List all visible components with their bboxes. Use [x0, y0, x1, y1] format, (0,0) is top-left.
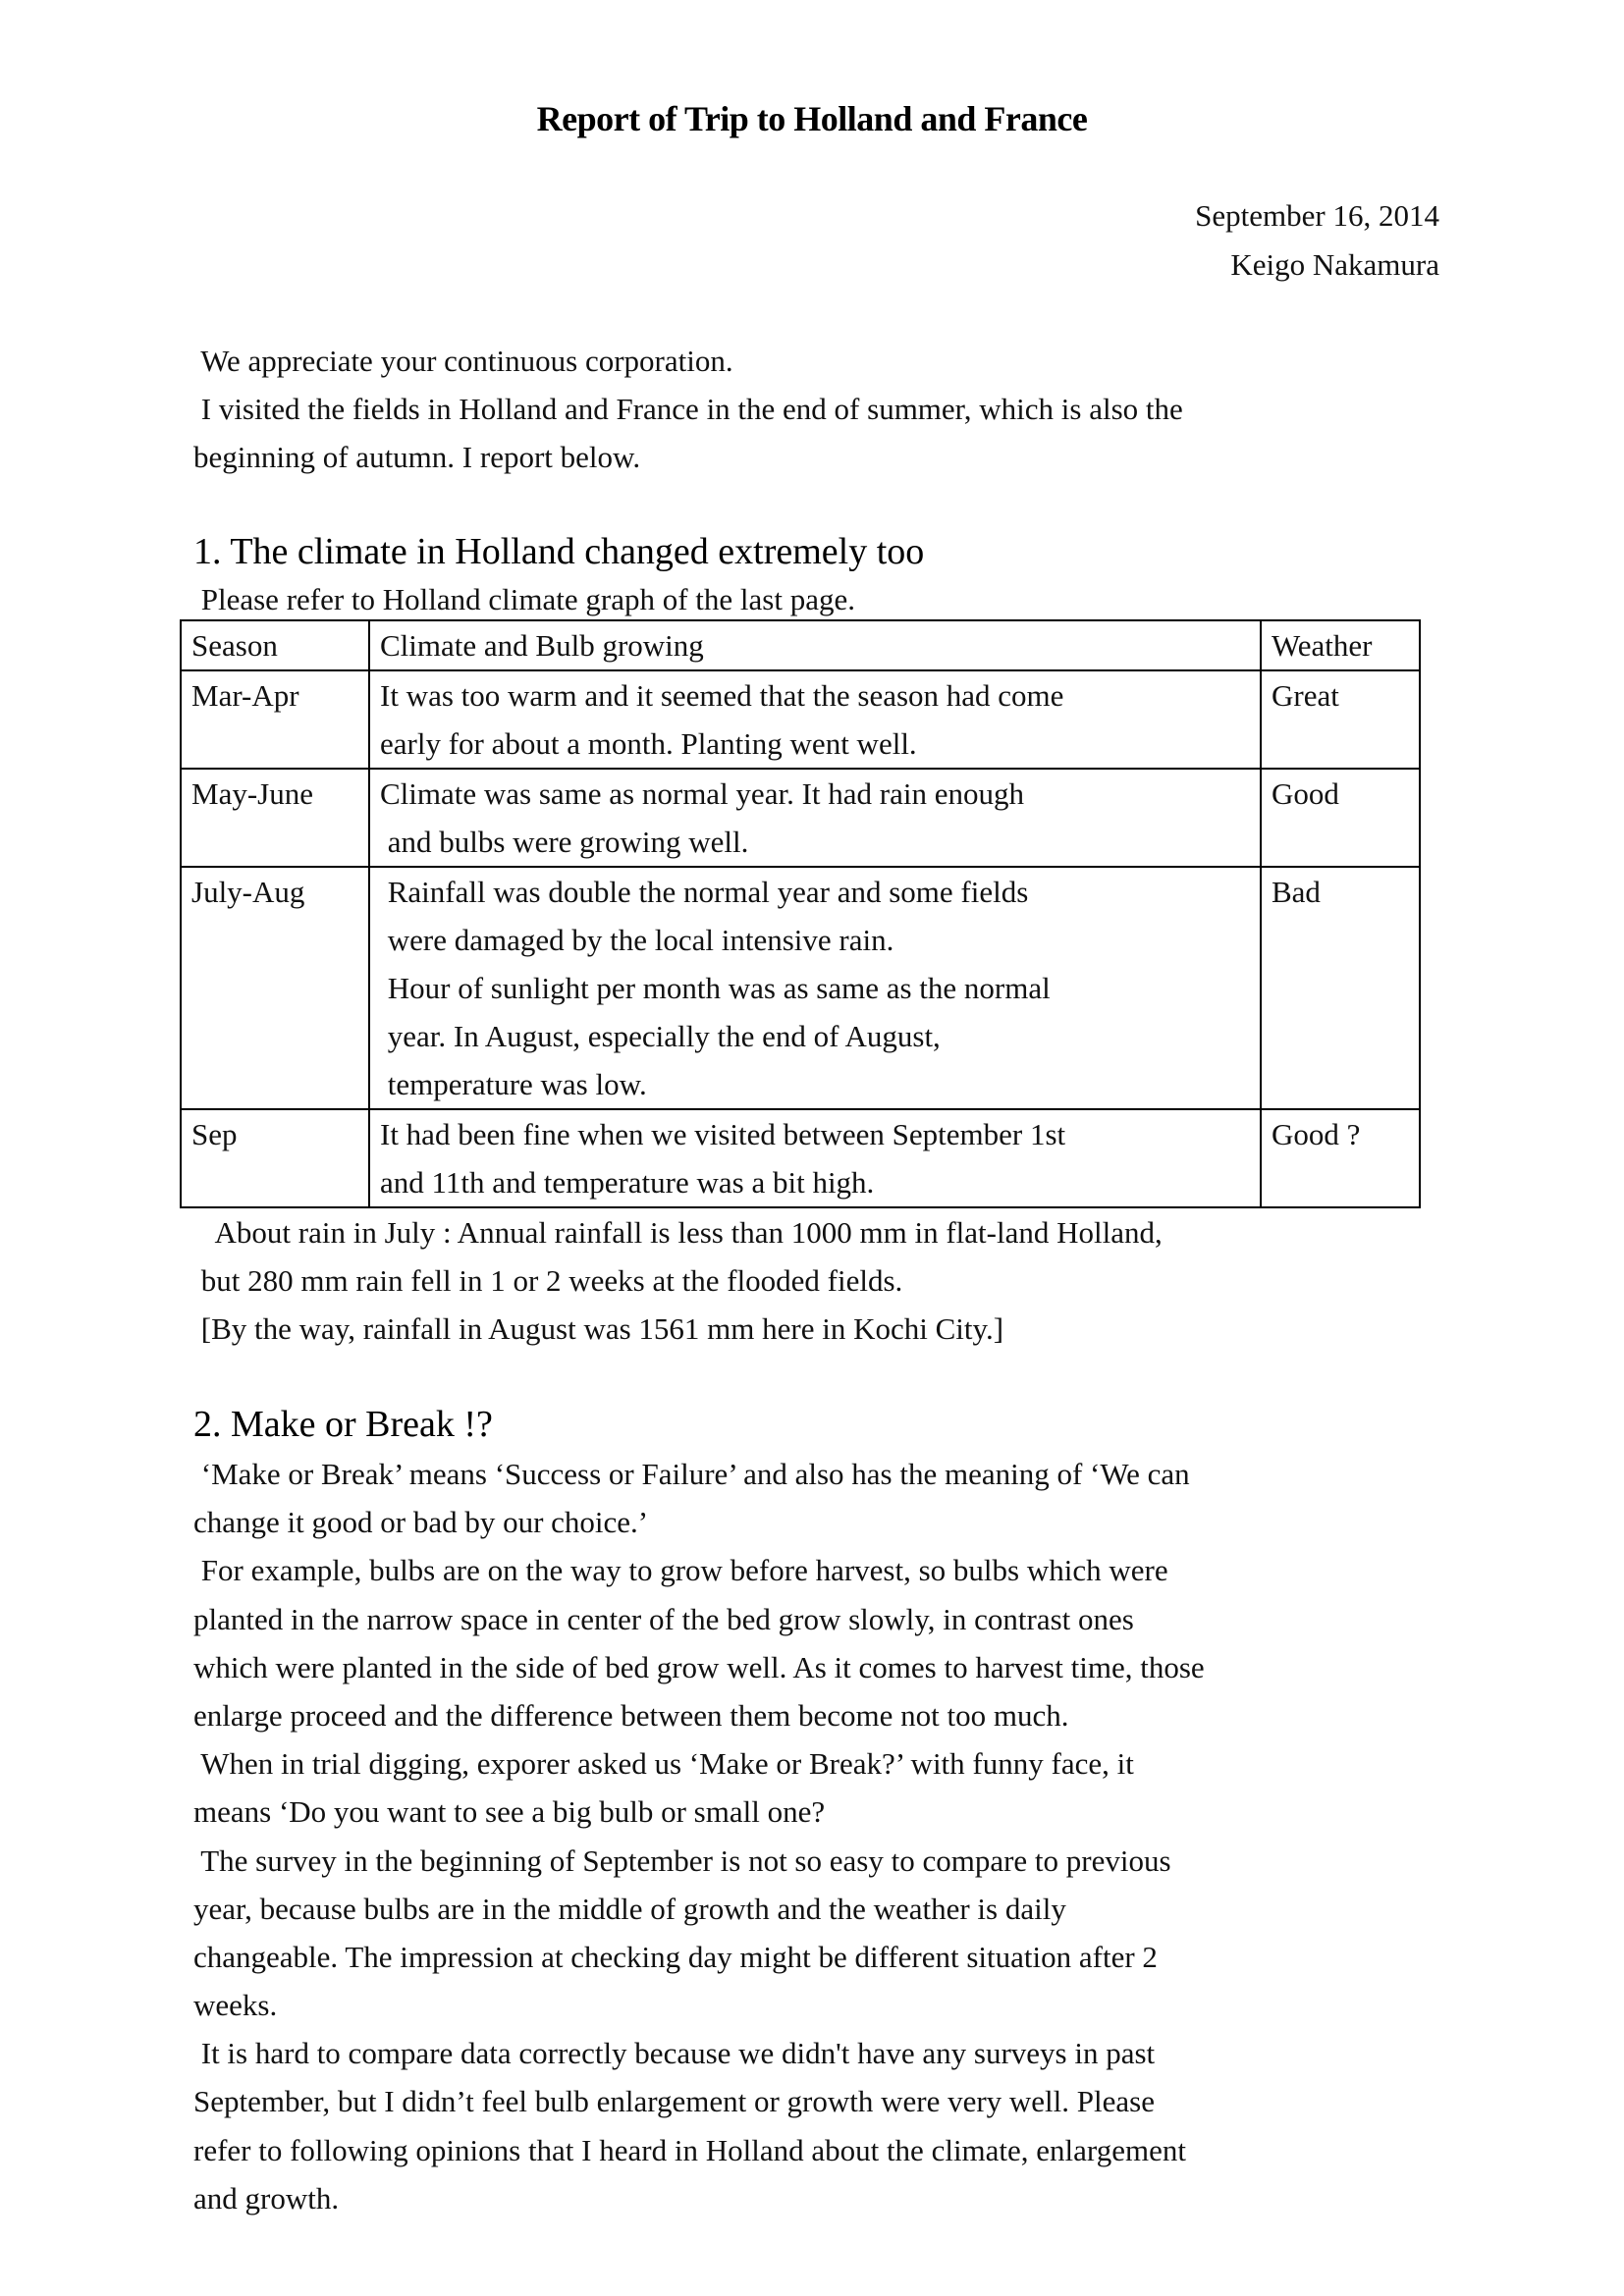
climate-line: were damaged by the local intensive rain. — [380, 923, 894, 957]
note-line: [By the way, rainfall in August was 1561 mm here in Kochi City.] — [193, 1311, 1004, 1347]
section2-heading: 2. Make or Break !? — [193, 1404, 493, 1445]
header-season: Season — [181, 620, 369, 670]
weather-cell: Good — [1261, 769, 1420, 867]
section2-body — [193, 1450, 1440, 2222]
document-title: Report of Trip to Holland and France — [536, 99, 1088, 138]
climate-line: Rainfall was double the normal year and some fields — [380, 875, 1029, 909]
table-row — [181, 769, 1420, 867]
section2-line: planted in the narrow space in center of the bed grow slowly, in contrast ones — [193, 1601, 1134, 1636]
climate-cell — [369, 867, 1261, 1109]
table-row — [181, 1109, 1420, 1207]
section2-line: means ‘Do you want to see a big bulb or small one? — [193, 1794, 826, 1830]
season-cell: Mar-Apr — [181, 670, 369, 769]
section2-line: enlarge proceed and the difference between them become not too much. — [193, 1697, 1069, 1733]
table-header-row — [181, 620, 1420, 670]
section1-lead: Please refer to Holland climate graph of the last page. — [193, 582, 855, 616]
section2-line: It is hard to compare data correctly because we didn't have any surveys in past — [193, 2036, 1156, 2071]
table-row — [181, 867, 1420, 1109]
intro-paragraph — [193, 337, 1440, 482]
table-row — [181, 670, 1420, 769]
intro-line: I visited the fields in Holland and France in the end of summer, which is also the — [193, 392, 1183, 427]
climate-line: It had been fine when we visited between September 1st — [380, 1117, 1066, 1151]
section2-line: For example, bulbs are on the way to grow before harvest, so bulbs which were — [193, 1553, 1168, 1588]
section2-line: year, because bulbs are in the middle of growth and the weather is daily — [193, 1891, 1066, 1926]
climate-cell — [369, 670, 1261, 769]
rain-notes — [193, 1208, 1440, 1354]
section2-line: When in trial digging, exporer asked us ‘Make or Break?’ with funny face, it — [193, 1746, 1134, 1782]
climate-table — [180, 619, 1421, 1208]
section2-line: and growth. — [193, 2180, 340, 2216]
climate-line: year. In August, especially the end of August, — [380, 1019, 941, 1053]
note-line: About rain in July : Annual rainfall is less than 1000 mm in flat-land Holland, — [193, 1215, 1163, 1250]
header-climate: Climate and Bulb growing — [369, 620, 1261, 670]
intro-line: beginning of autumn. I report below. — [193, 440, 641, 475]
weather-cell: Good ? — [1261, 1109, 1420, 1207]
climate-line: Climate was same as normal year. It had rain enough — [380, 776, 1024, 811]
climate-cell — [369, 1109, 1261, 1207]
climate-line: Hour of sunlight per month was as same as the normal — [380, 971, 1051, 1005]
section2-line: refer to following opinions that I heard in Holland about the climate, enlargement — [193, 2132, 1186, 2167]
season-cell: May-June — [181, 769, 369, 867]
season-cell: Sep — [181, 1109, 369, 1207]
header-weather: Weather — [1261, 620, 1420, 670]
weather-cell: Great — [1261, 670, 1420, 769]
climate-line: temperature was low. — [380, 1067, 647, 1101]
section2-line: ‘Make or Break’ means ‘Success or Failure’ and also has the meaning of ‘We can — [193, 1457, 1190, 1491]
season-cell: July-Aug — [181, 867, 369, 1109]
note-line: but 280 mm rain fell in 1 or 2 weeks at the flooded fields. — [193, 1263, 903, 1299]
climate-line: It was too warm and it seemed that the season had come — [380, 678, 1064, 713]
climate-cell — [369, 769, 1261, 867]
report-author: Keigo Nakamura — [1230, 247, 1439, 282]
section2-line: September, but I didn’t feel bulb enlargement or growth were very well. Please — [193, 2084, 1155, 2119]
climate-line: early for about a month. Planting went well. — [380, 726, 917, 761]
section2-line: which were planted in the side of bed grow well. As it comes to harvest time, those — [193, 1649, 1205, 1684]
climate-line: and 11th and temperature was a bit high. — [380, 1165, 875, 1200]
report-date: September 16, 2014 — [1195, 198, 1439, 233]
section2-line: change it good or bad by our choice.’ — [193, 1505, 649, 1540]
intro-line: We appreciate your continuous corporation. — [193, 344, 733, 378]
weather-cell: Bad — [1261, 867, 1420, 1109]
climate-line: and bulbs were growing well. — [380, 825, 749, 859]
section2-line: The survey in the beginning of September is not so easy to compare to previous — [193, 1842, 1171, 1878]
section2-line: changeable. The impression at checking day might be different situation after 2 — [193, 1939, 1158, 1974]
section2-line: weeks. — [193, 1988, 278, 2023]
section1-heading: 1. The climate in Holland changed extremely too — [193, 531, 925, 572]
